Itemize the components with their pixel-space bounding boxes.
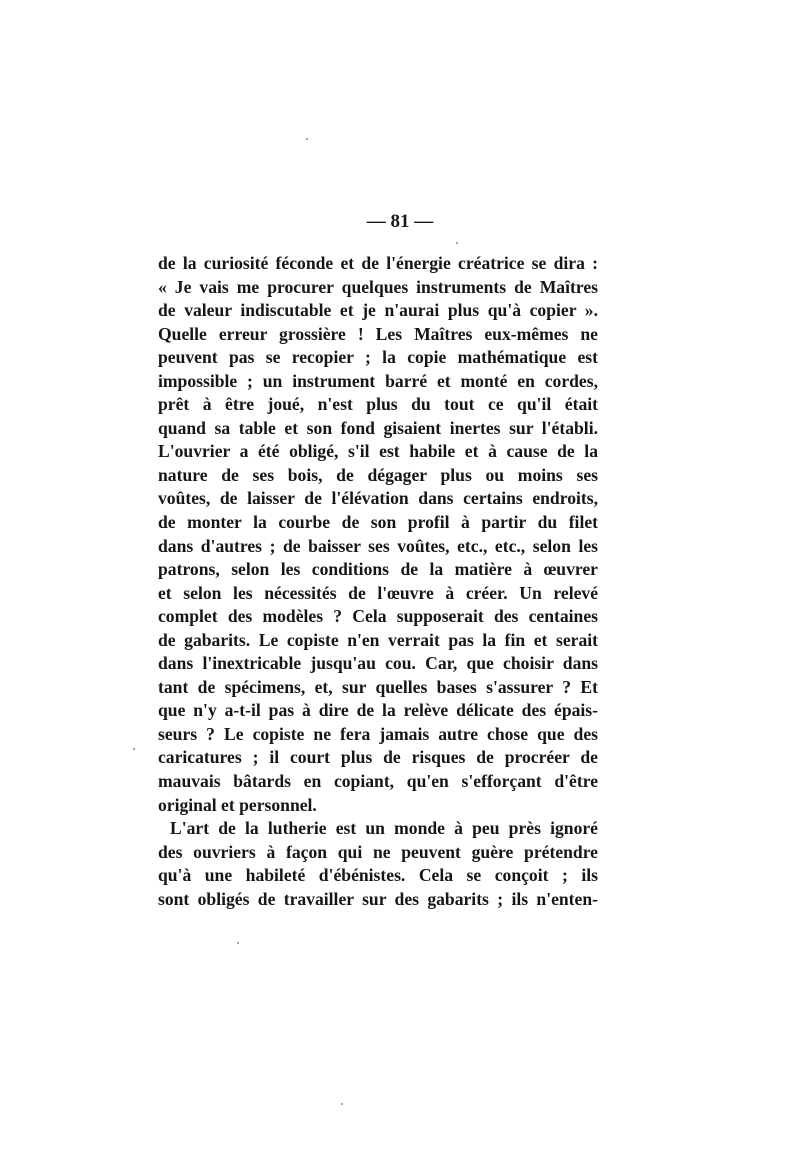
text-line: que n'y a-t-il pas à dire de la relève délicate des épais- xyxy=(158,700,598,721)
scan-speck xyxy=(456,242,458,244)
text-line: de monter la courbe de son profil à partir du filet xyxy=(158,512,598,533)
text-line: dans l'inextricable jusqu'au cou. Car, que choisir dans xyxy=(158,653,598,674)
text-line: original et personnel. xyxy=(158,794,317,815)
text-line: nature de ses bois, de dégager plus ou moins ses xyxy=(158,464,598,485)
text-line: caricatures ; il court plus de risques de procréer de xyxy=(158,747,598,768)
text-line: prêt à être joué, n'est plus du tout ce qu'il était xyxy=(158,394,598,415)
text-line: de la curiosité féconde et de l'énergie créatrice se dira : xyxy=(158,253,598,273)
scan-speck xyxy=(237,942,239,944)
text-line: L'ouvrier a été obligé, s'il est habile et à cause de la xyxy=(158,441,598,462)
text-line: « Je vais me procurer quelques instruments de Maîtres xyxy=(158,276,598,297)
text-line: peuvent pas se recopier ; la copie mathématique est xyxy=(158,347,598,368)
text-line: de valeur indiscutable et je n'aurai plus qu'à copier ». xyxy=(158,300,598,321)
text-line: impossible ; un instrument barré et monté en cordes, xyxy=(158,370,598,391)
text-line: des ouvriers à façon qui ne peuvent guère prétendre xyxy=(158,841,598,862)
text-line: seurs ? Le copiste ne fera jamais autre chose que des xyxy=(158,723,598,744)
text-line: Quelle erreur grossière ! Les Maîtres eux-mêmes ne xyxy=(158,323,598,344)
text-line: qu'à une habileté d'ébénistes. Cela se conçoit ; ils xyxy=(158,865,598,886)
text-line: sont obligés de travailler sur des gabarits ; ils n'enten- xyxy=(158,888,598,909)
text-line: dans d'autres ; de baisser ses voûtes, etc., etc., selon les xyxy=(158,535,598,556)
text-line: voûtes, de laisser de l'élévation dans certains endroits, xyxy=(158,488,598,509)
text-line: patrons, selon les conditions de la matière à œuvrer xyxy=(158,559,598,580)
text-line: tant de spécimens, et, sur quelles bases s'assurer ? Et xyxy=(158,676,598,697)
body-text xyxy=(158,252,598,911)
scan-speck xyxy=(306,138,308,140)
page-number: — 81 — xyxy=(366,211,434,232)
text-line: et selon les nécessités de l'œuvre à créer. Un relevé xyxy=(158,582,598,603)
text-line: L'art de la lutherie est un monde à peu près ignoré xyxy=(170,818,598,839)
text-line: complet des modèles ? Cela supposerait des centaines xyxy=(158,606,598,627)
scan-speck xyxy=(133,748,135,750)
text-line: mauvais bâtards en copiant, qu'en s'efforçant d'être xyxy=(158,771,598,792)
text-line: de gabarits. Le copiste n'en verrait pas la fin et serait xyxy=(158,629,598,650)
text-line: quand sa table et son fond gisaient inertes sur l'établi. xyxy=(158,417,598,438)
scan-speck xyxy=(341,1103,343,1105)
